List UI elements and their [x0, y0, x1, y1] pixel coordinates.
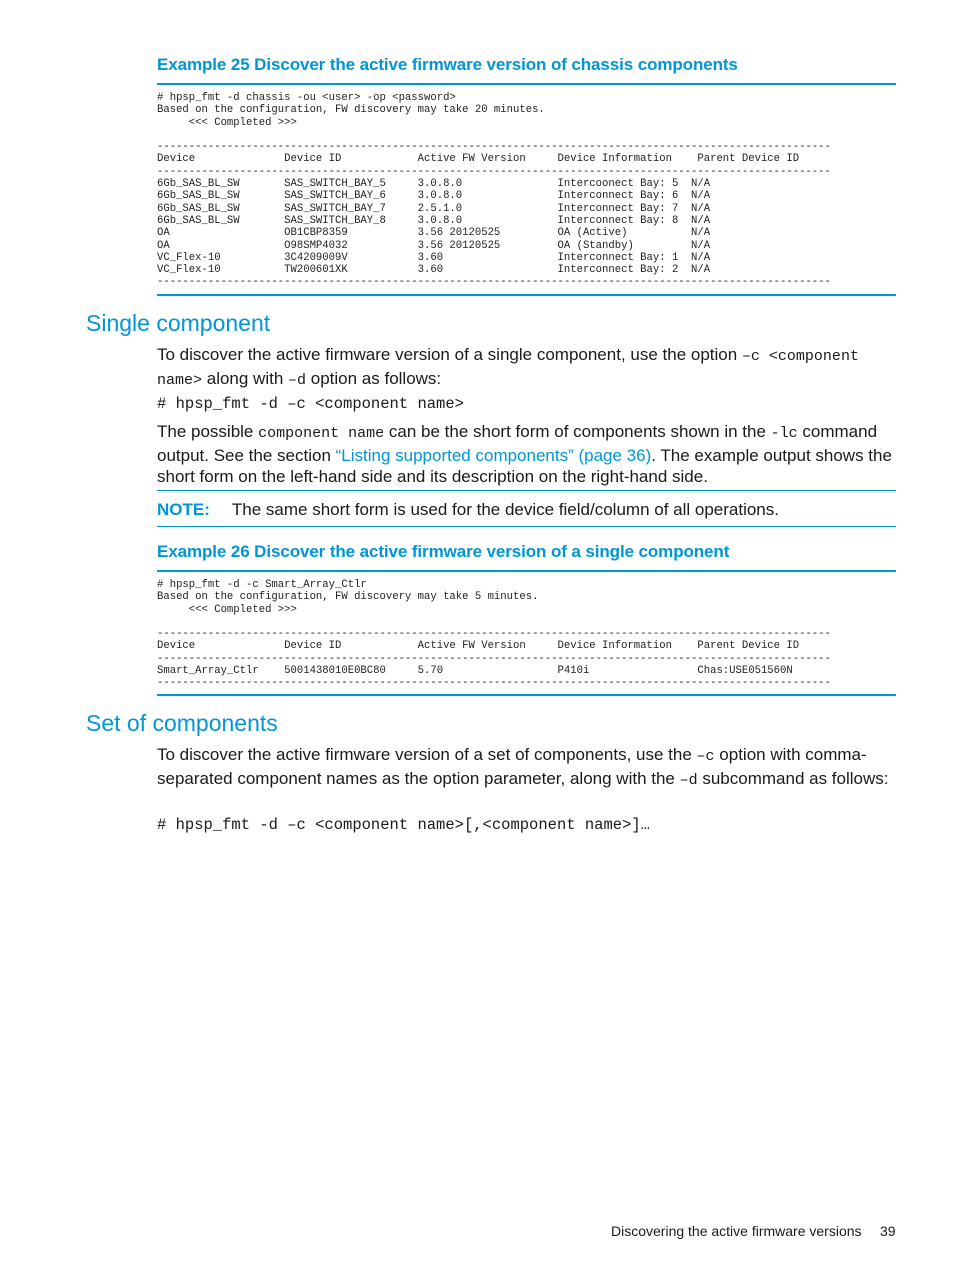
example-25-top-rule	[157, 83, 896, 85]
example-25-title: Example 25 Discover the active firmware version of chassis components	[157, 55, 738, 74]
example-26-title: Example 26 Discover the active firmware version of a single component	[157, 542, 730, 561]
note-top-rule	[157, 490, 896, 491]
example-26-top-rule	[157, 570, 896, 572]
page-number: 39	[880, 1223, 896, 1239]
note	[157, 499, 897, 521]
set-of-components-paragraph: To discover the active firmware version of a set of components, use the –c option with comma-separated component names as the option parameter, along with the –d subcommand as follows:	[157, 745, 889, 789]
listing-supported-components-link[interactable]: “Listing supported components” (page 36)	[335, 445, 652, 465]
note-text: The same short form is used for the device field/column of all operations.	[231, 500, 779, 519]
example-26-code-block: # hpsp_fmt -d -c Smart_Array_Ctlr Based on the configuration, FW discovery may take 5 minutes. <<< Completed >>> ---------------------------------------------------------------------------------------------------------- Device Device ID Active FW Version Device Information Parent Device ID ---------------------------------------------------------------------------------------------------------- Smart_Array_Ctlr 5001438010E0BC80 5.70 P410i Chas:USE051560N ----------------------------------------------------------------------------------------------------------	[157, 579, 831, 690]
example-26-bottom-rule	[157, 694, 896, 696]
single-component-command: # hpsp_fmt -d –c <component name>	[157, 395, 464, 413]
example-25-code-block: # hpsp_fmt -d chassis -ou <user> -op <password> Based on the configuration, FW discovery may take 20 minutes. <<< Completed >>> ---------------------------------------------------------------------------------------------------------- Device Device ID Active FW Version Device Information Parent Device ID ---------------------------------------------------------------------------------------------------------- 6Gb_SAS_BL_SW SAS_SWITCH_BAY_5 3.0.8.0 Intercoonect Bay: 5 N/A 6Gb_SAS_BL_SW SAS_SWITCH_BAY_6 3.0.8.0 Interconnect Bay: 6 N/A 6Gb_SAS_BL_SW SAS_SWITCH_BAY_7 2.5.1.0 Interconnect Bay: 7 N/A 6Gb_SAS_BL_SW SAS_SWITCH_BAY_8 3.0.8.0 Interconnect Bay: 8 N/A OA OB1CBP8359 3.56 20120525 OA (Active) N/A OA O98SMP4032 3.56 20120525 OA (Standby) N/A VC_Flex-10 3C4209009V 3.60 Interconnect Bay: 1 N/A VC_Flex-10 TW200601XK 3.60 Interconnect Bay: 2 N/A ----------------------------------------------------------------------------------------------------------	[157, 92, 831, 289]
note-label: NOTE:	[157, 500, 210, 519]
set-of-components-command: # hpsp_fmt -d –c <component name>[,<component name>]…	[157, 816, 650, 834]
set-of-components-heading: Set of components	[86, 710, 278, 736]
footer-section-title: Discovering the active firmware versions	[611, 1223, 862, 1239]
single-component-paragraph-1: To discover the active firmware version of a single component, use the option –c <component name> along with –d option as follows:	[157, 345, 859, 389]
example-25-bottom-rule	[157, 294, 896, 296]
single-component-paragraph-2: The possible component name can be the short form of components shown in the -lc command output. See the section “Listing supported components” (page 36). The example output shows the short form on the left-hand side and its description on the right-hand side.	[157, 422, 892, 486]
single-component-heading: Single component	[86, 310, 271, 336]
note-bottom-rule	[157, 526, 896, 527]
